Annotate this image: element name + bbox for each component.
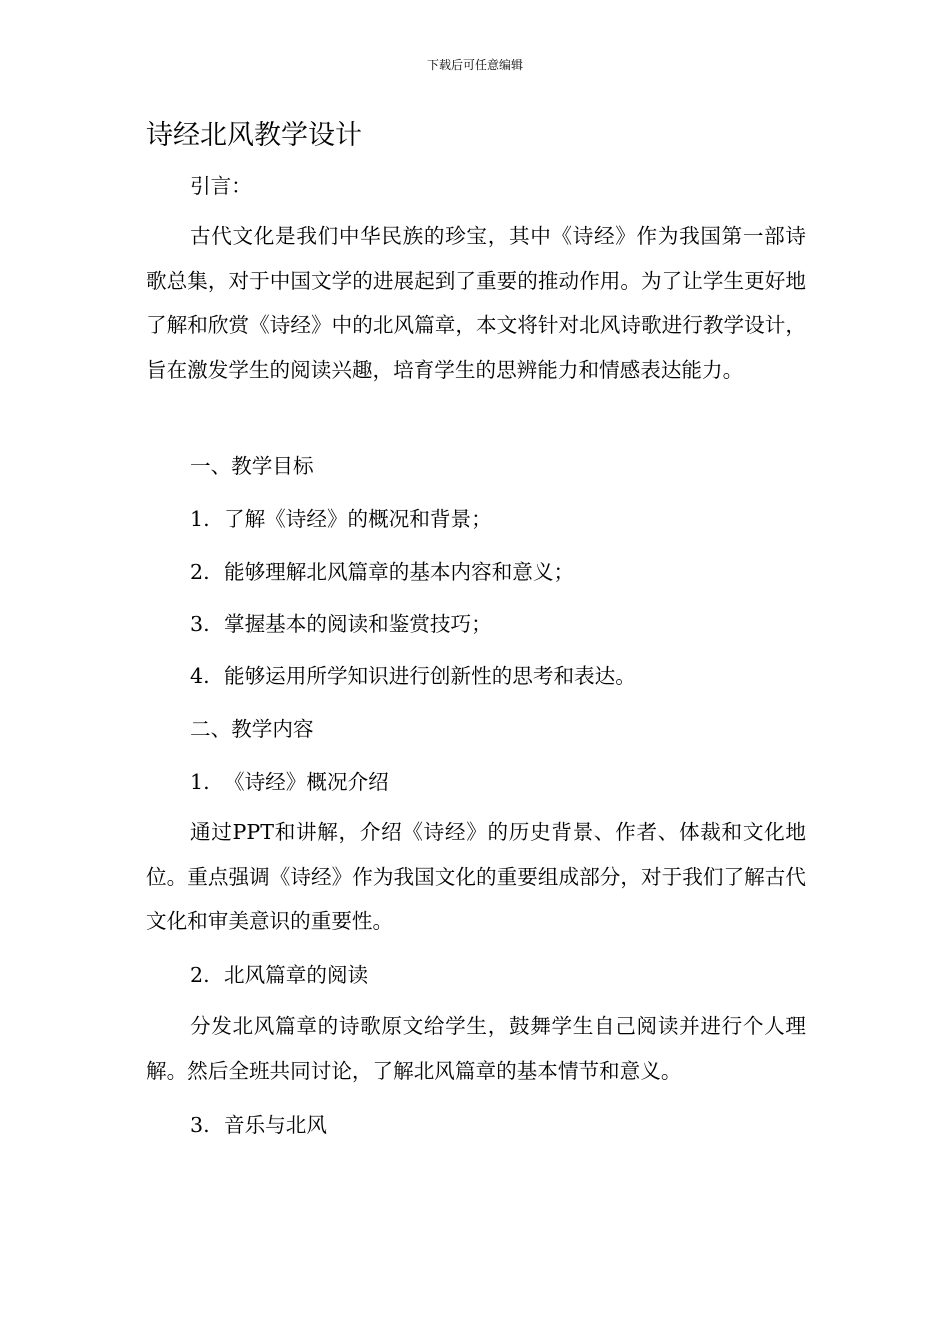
subsection-number: 2.	[190, 963, 210, 987]
section-heading-objectives: 一、教学目标	[190, 454, 314, 478]
objective-text: 掌握基本的阅读和鉴赏技巧；	[224, 612, 492, 636]
objective-item	[190, 610, 492, 638]
objective-text: 能够运用所学知识进行创新性的思考和表达。	[224, 664, 636, 688]
intro-label: 引言：	[190, 174, 252, 198]
objective-text: 能够理解北风篇章的基本内容和意义；	[224, 560, 575, 584]
document-title: 诗经北风教学设计	[146, 120, 362, 151]
objective-text: 了解《诗经》的概况和背景；	[224, 507, 492, 531]
subsection-title: 北风篇章的阅读	[224, 963, 369, 987]
objective-item	[190, 558, 574, 586]
subsection-title: 音乐与北风	[224, 1113, 327, 1137]
subsection-paragraph: 通过PPT和讲解，介绍《诗经》的历史背景、作者、体裁和文化地位。重点强调《诗经》作为我国文化的重要组成部分，对于我们了解古代文化和审美意识的重要性。	[146, 820, 806, 933]
section-heading-content: 二、教学内容	[190, 717, 314, 741]
subsection-paragraph: 分发北风篇章的诗歌原文给学生，鼓舞学生自己阅读并进行个人理解。然后全班共同讨论，了解北风篇章的基本情节和意义。	[146, 1014, 806, 1083]
objective-number: 1.	[190, 507, 210, 531]
objective-number: 2.	[190, 560, 210, 584]
subsection-heading	[190, 768, 389, 796]
header-note: 下载后可任意编辑	[426, 58, 523, 72]
objective-number: 3.	[190, 612, 210, 636]
objective-item	[190, 662, 636, 690]
objective-number: 4.	[190, 664, 210, 688]
subsection-title: 《诗经》概况介绍	[224, 770, 389, 794]
intro-paragraph: 古代文化是我们中华民族的珍宝，其中《诗经》作为我国第一部诗歌总集，对于中国文学的进展起到了重要的推动作用。为了让学生更好地了解和欣赏《诗经》中的北风篇章，本文将针对北风诗歌进行教学设计，旨在激发学生的阅读兴趣，培育学生的思辨能力和情感表达能力。	[146, 224, 806, 382]
subsection-heading	[190, 961, 368, 989]
objective-item	[190, 505, 492, 533]
subsection-number: 1.	[190, 770, 210, 794]
subsection-number: 3.	[190, 1113, 210, 1137]
subsection-heading	[190, 1111, 327, 1139]
